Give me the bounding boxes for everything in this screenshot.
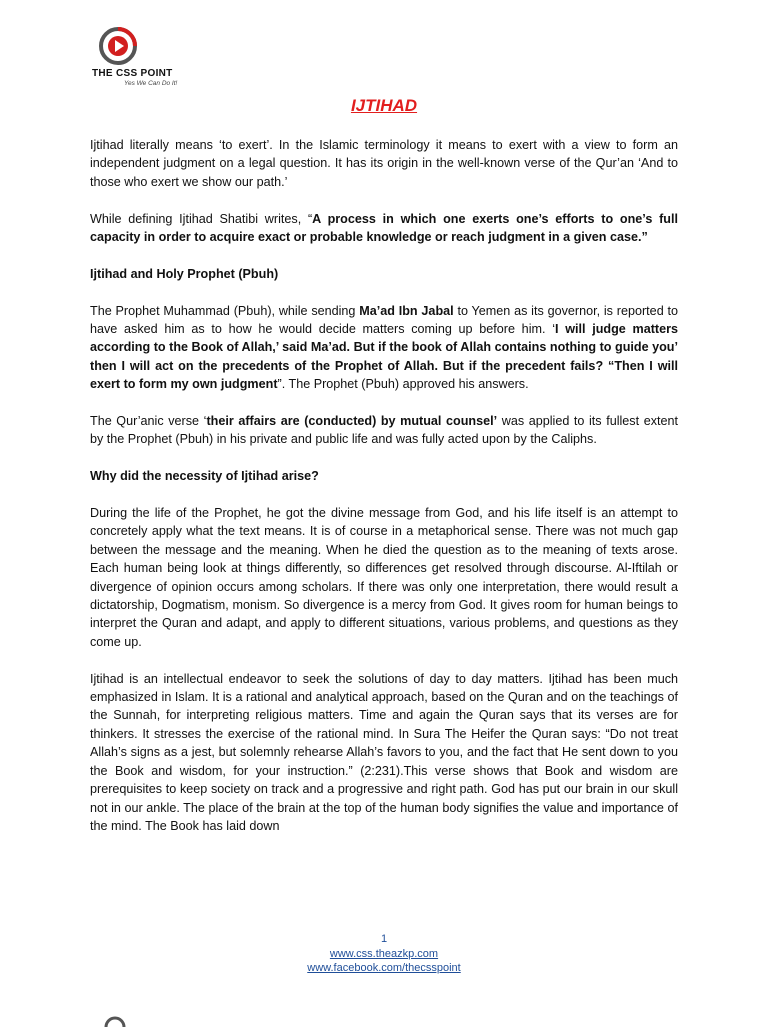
counsel-text-a: The Qur’anic verse ‘ (90, 414, 207, 429)
muad-text-c: to Yemen as its governor, is reported to have asked him as to how he would decide matters coming up before him. ‘ (90, 303, 678, 337)
muad-quote: I will judge matters according to the Book of Allah,’ said Ma’ad. But if the book of Allah contains nothing to guide you’ then I will act on the precedents of the Prophet of Allah. But if the precedent fails? “Then I will exert to form my own judgment (90, 322, 679, 392)
document-body (90, 136, 678, 835)
paragraph-mutual-counsel (90, 412, 678, 449)
shatibi-quote: A process in which one exerts one’s efforts to one’s full capacity in order to acquire exact or probable knowledge or reach judgment in a given case.” (90, 211, 679, 245)
muad-name: Ma’ad Ibn Jabal (359, 303, 454, 318)
website-link[interactable]: www.css.theazkp.com (329, 947, 439, 960)
paragraph-muad (90, 302, 678, 394)
logo (88, 24, 198, 88)
logo-circle-icon (98, 26, 138, 66)
page-footer (0, 932, 768, 976)
shatibi-intro: While defining Ijtihad Shatibi writes, “ (90, 211, 313, 226)
page-number: 1 (380, 933, 388, 945)
heading-holy-prophet: Ijtihad and Holy Prophet (Pbuh) (90, 266, 279, 281)
paragraph-divergence: During the life of the Prophet, he got the divine message from God, and his life itself is an attempt to concretely apply what the text means. It is of course in a metaphorical sense. There was not much gap between the message and the meaning. When he died the question as to the meaning of texts arose. Each human being look at things differently, so differences get resolved through discourse. Al-Iftilah or divergence of opinion occurs among scholars. If there was only one interpretation, there would result a dictatorship, Dogmatism, monism. So divergence is a mercy from God. It gives room for human beings to interpret the Quran and adapt, and apply to different situations, various problems, and questions as they come up. (90, 506, 678, 649)
muad-text-a: The Prophet Muhammad (Pbuh), while sending (90, 303, 360, 318)
paragraph-intellectual-endeavor: Ijtihad is an intellectual endeavor to seek the solutions of day to day matters. Ijtihad has been much emphasized in Islam. It is a rational and analytical approach, based on the Quran and on the teachings of the Sunnah, for interpreting religious matters. Time and again the Quran says that its verses are for thinkers. It stresses the exercise of the rational mind. In Sura The Heifer the Quran says: “Do not treat Allah’s signs as a jest, but solemnly rehearse Allah’s favors to you, and the fact that He sent down to you the Book and wisdom, for your instruction.” (2:231).This verse shows that Book and wisdom are prerequisites to keep society on track and a progressive and right path. God has put our brain in our skull not in our ankle. The place of the brain at the top of the human body signifies the value and importance of the mind. The Book has laid down (90, 671, 678, 833)
next-page-logo-icon (102, 1015, 128, 1027)
logo-name: THE CSS POINT (92, 68, 173, 79)
counsel-text-c: was applied to its fullest extent by the Prophet (Pbuh) in his private and public life and was fully acted upon by the Caliphs. (90, 414, 678, 447)
heading-necessity: Why did the necessity of Ijtihad arise? (90, 469, 319, 484)
counsel-verse: their affairs are (conducted) by mutual counsel’ (206, 414, 498, 429)
logo-tagline: Yes We Can Do It! (124, 80, 178, 87)
muad-text-e: ”. The Prophet (Pbuh) approved his answers. (277, 377, 529, 392)
paragraph-shatibi (90, 210, 678, 247)
page-title: IJTIHAD (350, 96, 418, 115)
paragraph-definition: Ijtihad literally means ‘to exert’. In the Islamic terminology it means to exert with a view to form an independent judgment on a legal question. It has its origin in the well-known verse of the Qur’an ‘And to those who exert we show our path.’ (90, 138, 678, 189)
facebook-link[interactable]: www.facebook.com/thecsspoint (307, 962, 461, 974)
